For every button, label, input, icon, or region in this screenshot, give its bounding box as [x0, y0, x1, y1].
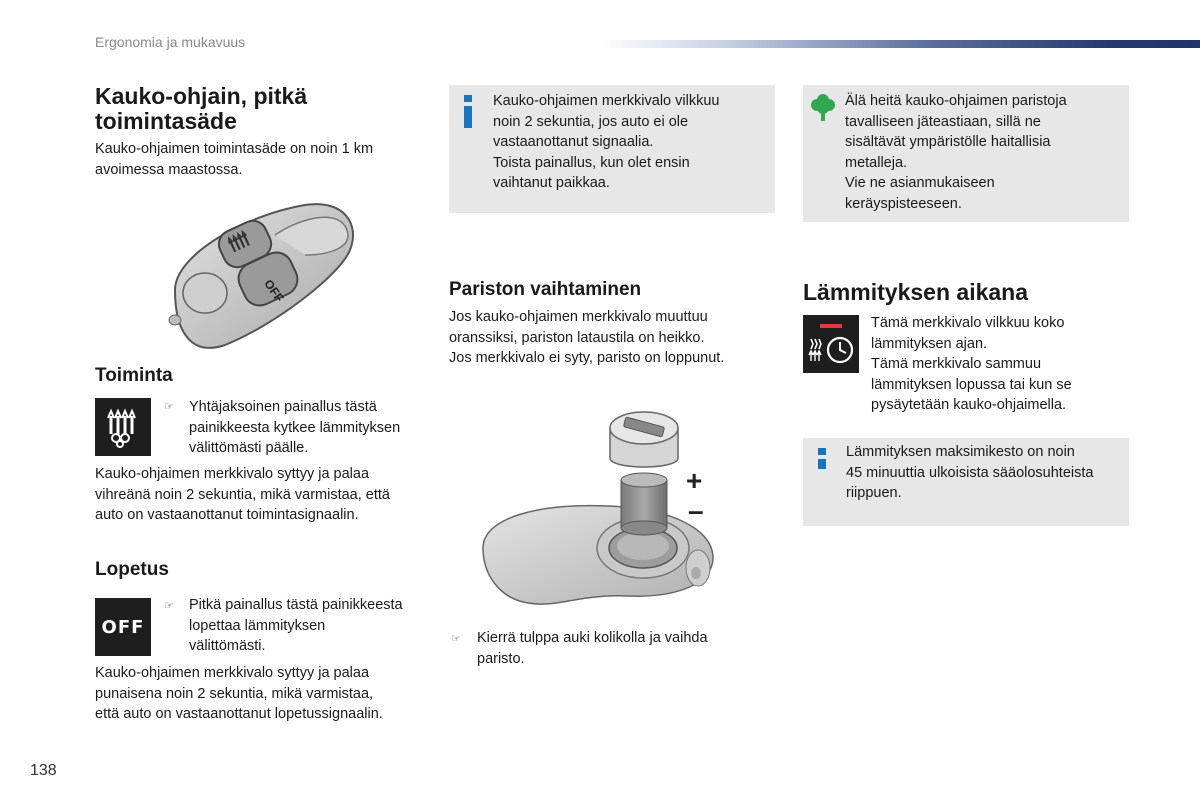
info-icon [818, 459, 826, 469]
paragraph-line: lämmityksen lopussa tai kun se [871, 376, 1072, 393]
eco-line: keräyspisteeseen. [845, 195, 962, 212]
eco-text [845, 91, 1067, 214]
paragraph-line: auto on vastaanottanut toimintasignaalin. [95, 507, 359, 523]
info-line: vaihtanut paikkaa. [493, 175, 610, 191]
info-icon [464, 106, 472, 128]
remote-control-illustration [155, 195, 365, 360]
lopetus-paragraph [95, 663, 383, 725]
section-title [95, 84, 307, 134]
tree-icon [811, 93, 835, 121]
eco-line: Vie ne asianmukaiseen [845, 175, 995, 191]
intro-paragraph [95, 139, 373, 180]
info-line: Toista painallus, kun olet ensin [493, 154, 690, 171]
eco-line: metalleja. [845, 154, 908, 171]
battery-paragraph [449, 307, 724, 369]
pointing-finger-icon: ☞ [164, 401, 174, 413]
info-line: noin 2 sekuntia, jos auto ei ole [493, 113, 689, 130]
info-text [493, 91, 719, 194]
header-gradient-bar [600, 40, 1200, 48]
battery-plus-sign: + [686, 465, 703, 496]
info-line: vastaanottanut signaalia. [493, 134, 654, 150]
paragraph-line: Jos merkkivalo ei syty, paristo on loppunut. [449, 350, 725, 366]
info-line: Lämmityksen maksimikesto on noin [846, 444, 1075, 460]
info-box [449, 85, 775, 213]
section-title-line: Kauko-ohjain, pitkä [95, 83, 308, 109]
paragraph-line: että auto on vastaanottanut lopetussignaalin. [95, 706, 383, 722]
page-number: 138 [30, 762, 57, 779]
eco-line: sisältävät ympäristölle haitallisia [845, 134, 1051, 150]
paragraph-line: avoimessa maastossa. [95, 161, 243, 178]
eco-line: tavalliseen jäteastiaan, sillä ne [845, 113, 1041, 130]
paragraph-line: Tämä merkkivalo vilkkuu koko [871, 315, 1065, 331]
pointing-finger-icon: ☞ [451, 633, 461, 645]
off-label: OFF [101, 616, 145, 638]
paragraph-line: oranssiksi, pariston lataustila on heikko. [449, 329, 705, 346]
paragraph-line: Kauko-ohjaimen merkkivalo syttyy ja palaa [95, 665, 370, 681]
heading-toiminta: Toiminta [95, 365, 173, 386]
heading-lopetus: Lopetus [95, 559, 169, 580]
info-line: riippuen. [846, 485, 902, 501]
remote-off-label: OFF [261, 276, 287, 305]
eco-line: Älä heitä kauko-ohjaimen paristoja [845, 93, 1067, 109]
info-icon-dot [464, 95, 472, 102]
bullet-line: Pitkä painallus tästä painikkeesta [189, 597, 403, 613]
heater-timer-icon [803, 315, 859, 373]
paragraph-line: punaisena noin 2 sekuntia, mikä varmistaa, [95, 685, 374, 702]
heat-on-icon [95, 398, 151, 456]
heading-heating: Lämmityksen aikana [803, 279, 1029, 305]
paragraph-line: Jos kauko-ohjaimen merkkivalo muuttuu [449, 309, 708, 325]
lopetus-bullet [189, 595, 403, 657]
off-button-icon [95, 598, 151, 656]
heating-text [871, 313, 1072, 416]
bullet-line: välittömästi päälle. [189, 440, 309, 456]
paragraph-line: lämmityksen ajan. [871, 335, 988, 352]
bullet-line: välittömästi. [189, 638, 266, 654]
paragraph-line: pysäytetään kauko-ohjaimella. [871, 397, 1067, 413]
section-title-line: toimintasäde [95, 108, 237, 134]
running-header: Ergonomia ja mukavuus [95, 34, 246, 50]
toiminta-paragraph [95, 464, 390, 526]
heading-battery: Pariston vaihtaminen [449, 279, 642, 300]
battery-illustration [478, 408, 728, 618]
paragraph-line: Tämä merkkivalo sammuu [871, 356, 1042, 372]
info-box-duration [803, 438, 1129, 526]
eco-box [803, 85, 1129, 222]
info-text [846, 442, 1093, 504]
battery-minus-sign: – [688, 495, 704, 526]
paragraph-line: Kauko-ohjaimen merkkivalo syttyy ja palaa [95, 466, 370, 482]
battery-bullet [477, 628, 708, 669]
info-line: Kauko-ohjaimen merkkivalo vilkkuu [493, 93, 720, 109]
info-line: 45 minuuttia ulkoisista sääolosuhteista [846, 464, 1094, 481]
bullet-line: paristo. [477, 650, 525, 667]
pointing-finger-icon: ☞ [164, 600, 174, 612]
bullet-line: Yhtäjaksoinen painallus tästä [189, 399, 377, 415]
paragraph-line: vihreänä noin 2 sekuntia, mikä varmistaa, että [95, 486, 390, 503]
bullet-line: painikkeesta kytkee lämmityksen [189, 419, 401, 436]
info-icon-dot [818, 448, 826, 455]
toiminta-bullet [189, 397, 400, 459]
bullet-line: lopettaa lämmityksen [189, 617, 326, 634]
bullet-line: Kierrä tulppa auki kolikolla ja vaihda [477, 630, 708, 646]
paragraph-line: Kauko-ohjaimen toimintasäde on noin 1 km [95, 141, 374, 157]
